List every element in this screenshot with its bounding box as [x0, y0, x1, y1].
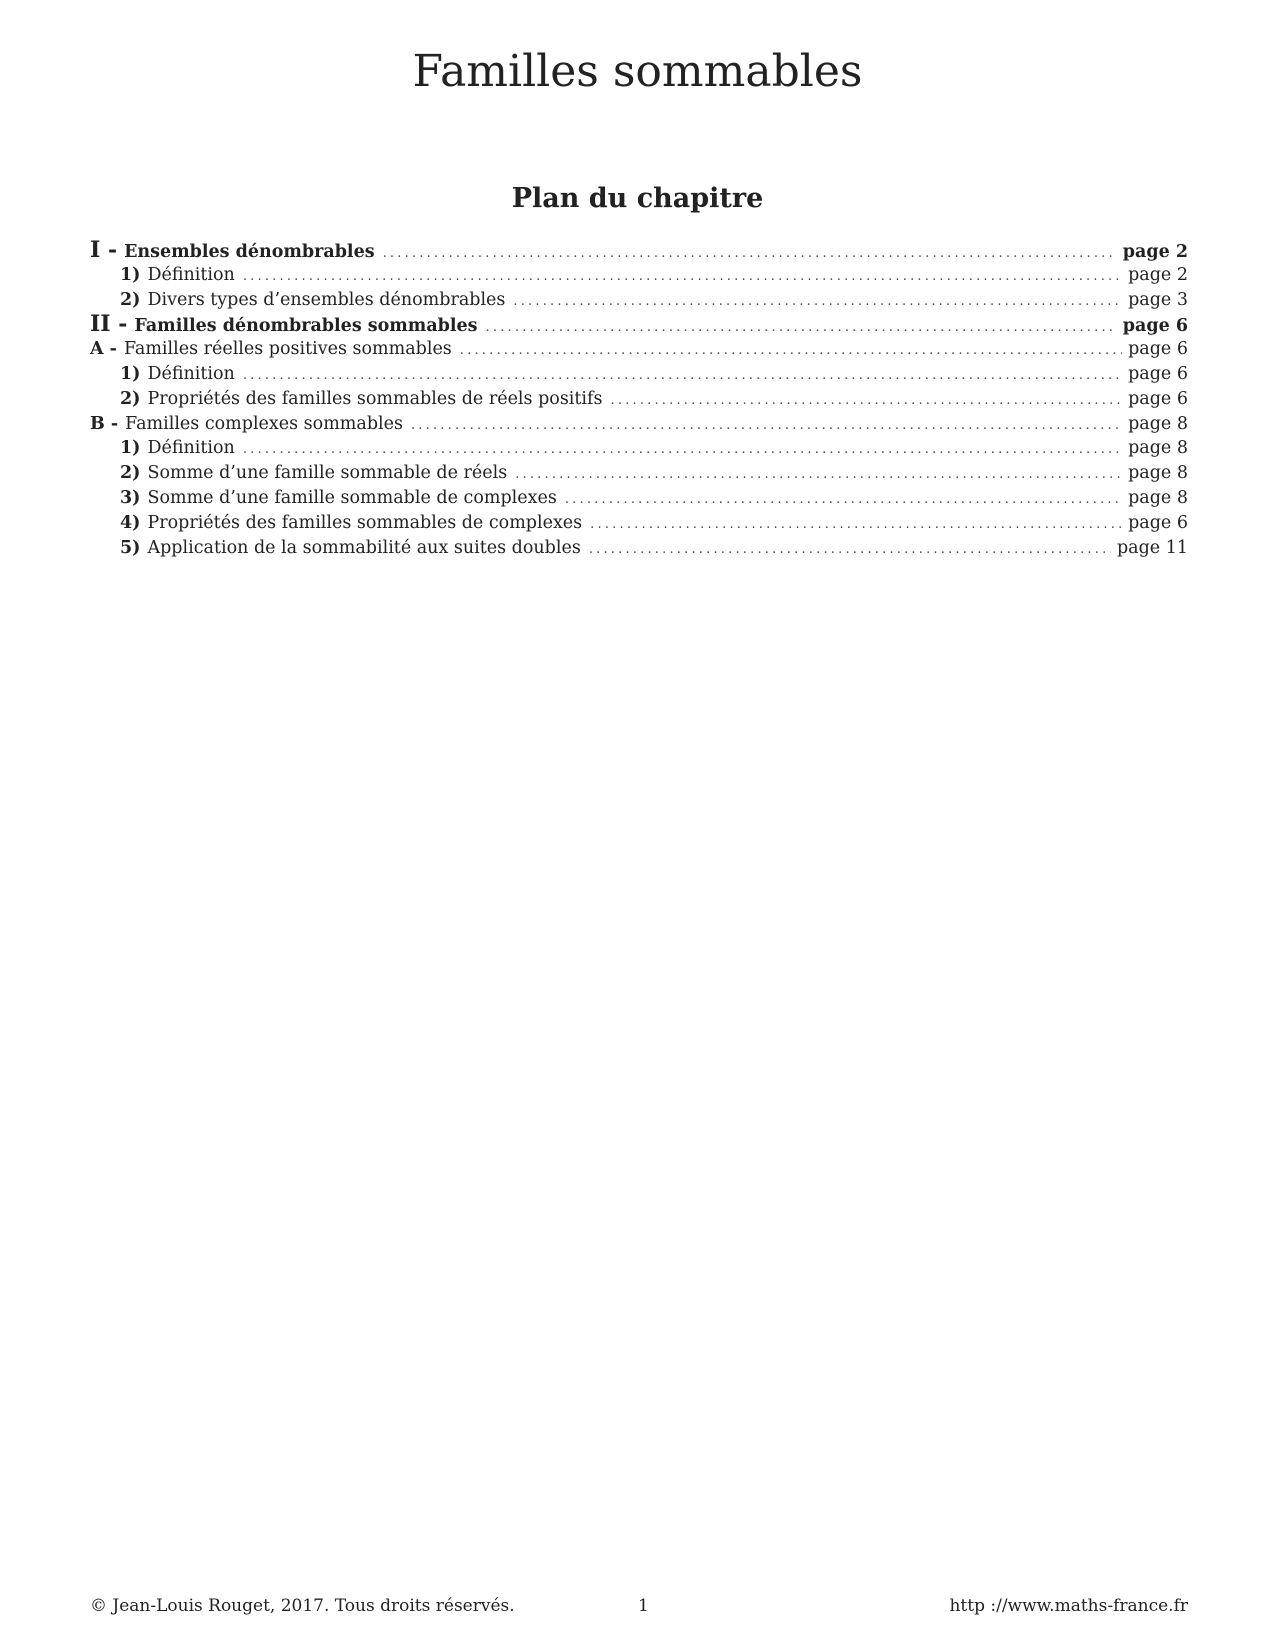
toc-entry-number: A - [90, 339, 117, 360]
toc-entry[interactable] [90, 511, 1188, 536]
toc-entry-page: page 6 [1128, 512, 1188, 533]
toc-entry[interactable] [90, 238, 1188, 263]
toc-entry-label: Application de la sommabilité aux suites doubles [147, 537, 581, 558]
toc-entry[interactable] [90, 288, 1188, 313]
toc-entry-number: 2) [120, 463, 141, 484]
copyright-notice: © Jean-Louis Rouget, 2017. Tous droits réservés. [90, 1596, 515, 1616]
toc-entry-number: 4) [120, 512, 141, 533]
toc-entry-label: Familles réelles positives sommables [123, 339, 452, 360]
toc-leader-dots [411, 414, 1122, 439]
toc-entry-number: II - [90, 311, 128, 338]
toc-entry-label: Définition [147, 438, 235, 459]
toc-leader-dots [515, 463, 1122, 488]
toc-entry-label: Familles dénombrables sommables [134, 316, 478, 337]
toc-leader-dots [460, 339, 1122, 364]
toc-entry[interactable] [90, 536, 1188, 561]
toc-entry-page: page 3 [1128, 289, 1188, 310]
document-title: Familles sommables [412, 46, 863, 97]
toc-entry-page: page 8 [1128, 413, 1188, 434]
toc-entry-label: Somme d’une famille sommable de réels [147, 463, 508, 484]
toc-leader-dots [589, 538, 1111, 563]
toc-entry-number: 5) [120, 537, 141, 558]
toc-entry-page: page 6 [1128, 388, 1188, 409]
toc-entry[interactable] [90, 312, 1188, 337]
toc-entry[interactable] [90, 461, 1188, 486]
toc-leader-dots [590, 513, 1122, 538]
toc-entry[interactable] [90, 486, 1188, 511]
table-of-contents [90, 238, 1188, 560]
toc-entry[interactable] [90, 387, 1188, 412]
toc-entry-number: 1) [120, 363, 141, 384]
toc-entry-label: Propriétés des familles sommables de complexes [147, 512, 583, 533]
toc-entry-label: Ensembles dénombrables [124, 242, 375, 262]
toc-leader-dots [243, 364, 1122, 389]
page-number: 1 [638, 1596, 649, 1616]
toc-entry-label: Définition [147, 363, 235, 384]
toc-entry[interactable] [90, 436, 1188, 461]
toc-entry-page: page 6 [1122, 316, 1188, 337]
toc-entry[interactable] [90, 263, 1188, 288]
toc-entry-number: B - [90, 413, 119, 434]
toc-entry-label: Familles complexes sommables [125, 413, 403, 434]
toc-leader-dots [243, 265, 1122, 290]
website-link[interactable]: http ://www.maths-france.fr [949, 1596, 1188, 1616]
toc-entry-number: 2) [120, 388, 141, 409]
toc-entry-label: Somme d’une famille sommable de complexes [147, 487, 557, 508]
toc-entry-page: page 6 [1128, 363, 1188, 384]
toc-heading: Plan du chapitre [511, 183, 764, 214]
toc-entry-page: page 6 [1128, 339, 1188, 360]
toc-entry-number: 3) [120, 487, 141, 508]
toc-leader-dots [565, 488, 1122, 513]
toc-entry-number: I - [90, 237, 118, 263]
toc-entry-page: page 2 [1128, 264, 1188, 285]
toc-entry-label: Définition [147, 264, 235, 285]
toc-leader-dots [610, 389, 1122, 414]
toc-entry-number: 1) [120, 438, 141, 459]
toc-leader-dots [513, 290, 1122, 315]
toc-leader-dots [486, 316, 1117, 341]
toc-entry[interactable] [90, 362, 1188, 387]
toc-entry-page: page 8 [1128, 487, 1188, 508]
toc-entry-page: page 8 [1128, 463, 1188, 484]
toc-entry-label: Divers types d’ensembles dénombrables [147, 289, 506, 310]
toc-entry-label: Propriétés des familles sommables de réels positifs [147, 388, 603, 409]
toc-leader-dots [383, 242, 1117, 267]
toc-entry-number: 2) [120, 289, 141, 310]
toc-entry[interactable] [90, 337, 1188, 362]
page-footer [90, 1596, 1188, 1624]
toc-entry[interactable] [90, 412, 1188, 437]
toc-entry-page: page 2 [1122, 242, 1188, 262]
toc-entry-number: 1) [120, 264, 141, 285]
toc-entry-page: page 8 [1128, 438, 1188, 459]
toc-leader-dots [243, 438, 1122, 463]
toc-entry-page: page 11 [1116, 537, 1188, 558]
